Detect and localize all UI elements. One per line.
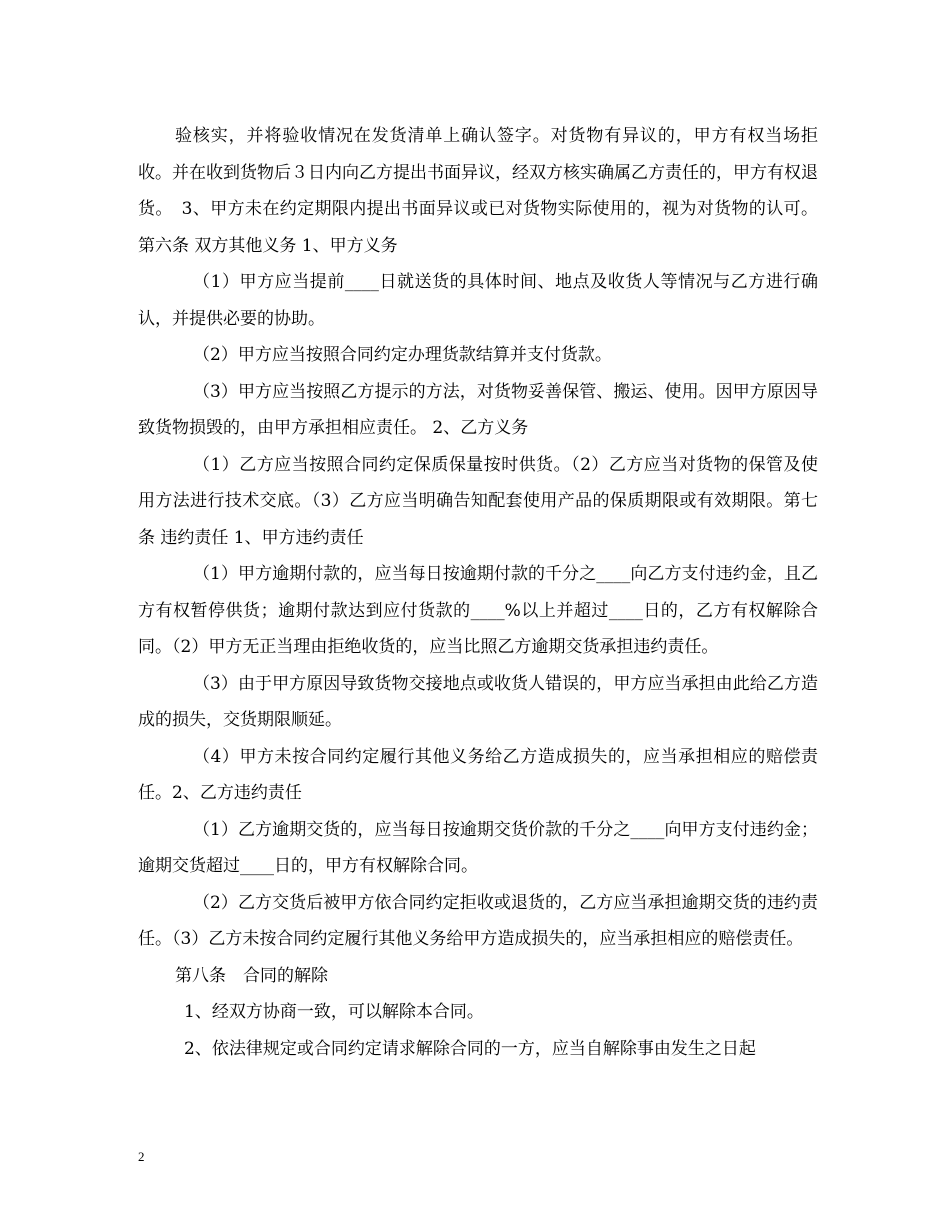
paragraph-6: （1）甲方逾期付款的，应当每日按逾期付款的千分之____向乙方支付违约金，且乙方有权暂停供货；逾期付款达到应付货款的____%以上并超过____日的，乙方有权解除合同。（2）甲方无正当理由拒绝收货的，应当比照乙方逾期交货承担违约责任。 bbox=[138, 564, 818, 657]
paragraph-1: 验核实，并将验收情况在发货清单上确认签字。对货物有异议的，甲方有权当场拒收。并在收到货物后３日内向乙方提出书面异议，经双方核实确属乙方责任的，甲方有权退货。 3、甲方未在约定期限内提出书面异议或已对货物实际使用的，视为对货物的认可。第六条 双方其他义务 1、甲方义务 bbox=[138, 126, 818, 256]
section-heading-8: 第八条 合同的解除 bbox=[175, 965, 328, 986]
paragraph-12: 1、经双方协商一致，可以解除本合同。 bbox=[184, 1002, 484, 1022]
paragraph-4: （3）甲方应当按照乙方提示的方法，对货物妥善保管、搬运、使用。因甲方原因导致货物损毁的，由甲方承担相应责任。 2、乙方义务 bbox=[138, 381, 818, 438]
paragraph-9: （1）乙方逾期交货的，应当每日按逾期交货价款的千分之____向甲方支付违约金；逾期交货超过____日的，甲方有权解除合同。 bbox=[138, 819, 818, 876]
paragraph-13: 2、依法律规定或合同约定请求解除合同的一方，应当自解除事由发生之日起 bbox=[184, 1038, 756, 1059]
page-number: 2 bbox=[138, 1149, 145, 1164]
document-body bbox=[138, 118, 818, 1067]
paragraph-8: （4）甲方未按合同约定履行其他义务给乙方造成损失的，应当承担相应的赔偿责任。2、乙方违约责任 bbox=[138, 746, 818, 803]
paragraph-10: （2）乙方交货后被甲方依合同约定拒收或退货的，乙方应当承担逾期交货的违约责任。（3）乙方未按合同约定履行其他义务给甲方造成损失的，应当承担相应的赔偿责任。 bbox=[138, 892, 818, 949]
paragraph-3: （2）甲方应当按照合同约定办理货款结算并支付货款。 bbox=[193, 345, 612, 365]
paragraph-5: （1）乙方应当按照合同约定保质保量按时供货。（2）乙方应当对货物的保管及使用方法进行技术交底。（3）乙方应当明确告知配套使用产品的保质期限或有效期限。第七条 违约责任 1、甲方违约责任 bbox=[138, 454, 818, 548]
paragraph-7: （3）由于甲方原因导致货物交接地点或收货人错误的，甲方应当承担由此给乙方造成的损失，交货期限顺延。 bbox=[138, 673, 818, 730]
paragraph-2: （1）甲方应当提前____日就送货的具体时间、地点及收货人等情况与乙方进行确认，并提供必要的协助。 bbox=[138, 272, 818, 329]
